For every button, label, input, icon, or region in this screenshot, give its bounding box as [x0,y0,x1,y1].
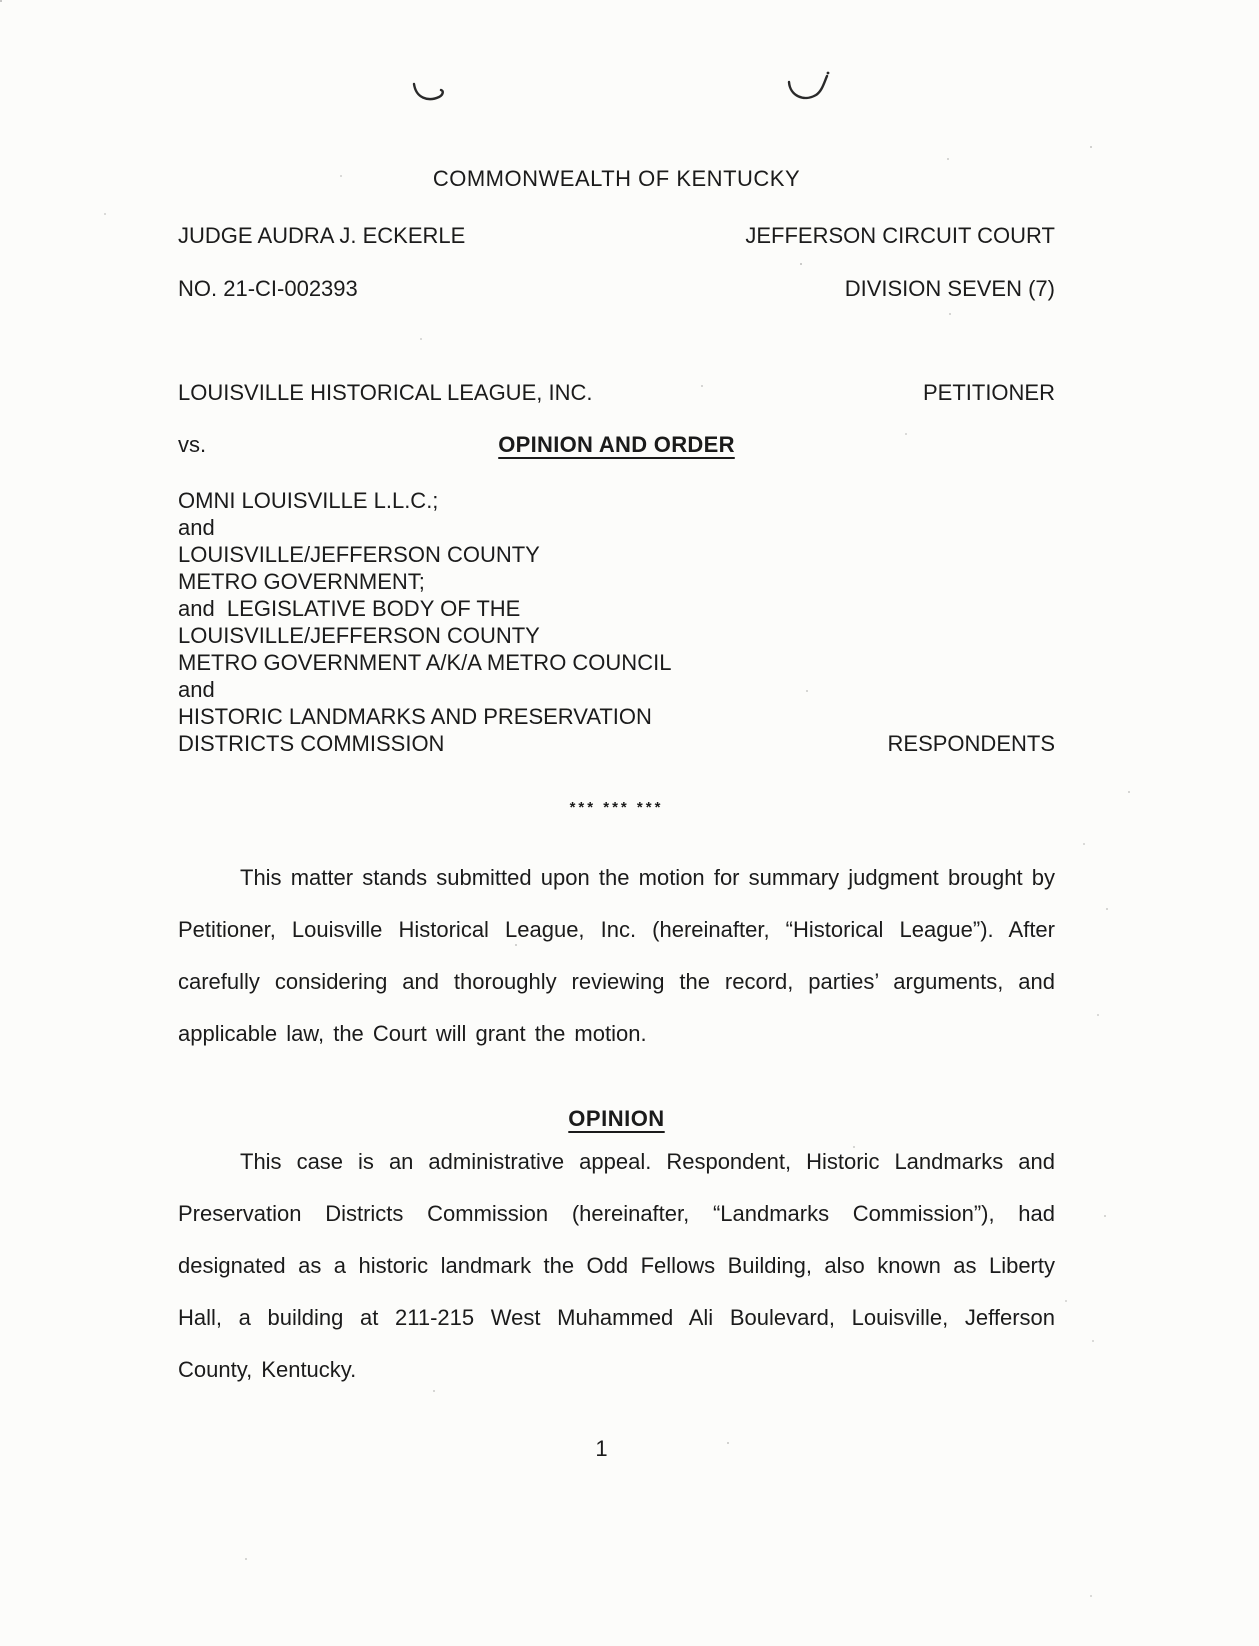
respondents-label: RESPONDENTS [887,731,1055,756]
respondent-line: METRO GOVERNMENT A/K/A METRO COUNCIL [178,650,672,675]
paragraph-2: This case is an administrative appeal. Respondent, Historic Landmarks and Preservation Districts Commission (hereinafter, “Landmarks Commission”), had designated as a historic landmark the Odd Fellows Building, also known as Liberty Hall, a building at 211-215 West Muhammed Ali Boulevard, Louisville, Jefferson County, Kentucky. [178,1149,1055,1382]
respondents-block [178,487,1055,757]
caption-row [178,276,1055,302]
case-number: NO. 21-CI-002393 [178,276,358,301]
order-title: OPINION AND ORDER [498,432,735,457]
respondent-line: LOUISVILLE/JEFFERSON COUNTY [178,623,540,648]
respondent-line: METRO GOVERNMENT; [178,569,425,594]
vs-label: vs. [178,432,207,457]
paragraph-1: This matter stands submitted upon the motion for summary judgment brought by Petitioner, Louisville Historical League, Inc. (hereinafter, “Historical League”). After carefully considering and thoroughly reviewing the record, parties’ arguments, and applicable law, the Court will grant the motion. [178,865,1055,1046]
opinion-heading: OPINION [568,1106,665,1131]
judge-name: JUDGE AUDRA J. ECKERLE [178,223,466,248]
caption-row [178,223,1055,249]
respondent-line: LOUISVILLE/JEFFERSON COUNTY [178,542,540,567]
vs-row [178,432,1055,462]
document-title: COMMONWEALTH OF KENTUCKY [432,166,801,191]
respondent-line: and LEGISLATIVE BODY OF THE [178,596,521,621]
court-name: JEFFERSON CIRCUIT COURT [745,223,1055,248]
page-number: 1 [595,1436,608,1461]
respondent-line: and [178,677,215,702]
petitioner-name: LOUISVILLE HISTORICAL LEAGUE, INC. [178,380,593,405]
petitioner-row [178,380,1055,406]
respondent-line: HISTORIC LANDMARKS AND PRESERVATION [178,704,652,729]
respondent-line: and [178,515,215,540]
respondent-last-row [178,730,1055,757]
division-label: DIVISION SEVEN (7) [844,276,1055,301]
petitioner-label: PETITIONER [922,380,1055,405]
respondent-line: OMNI LOUISVILLE L.L.C.; [178,488,439,513]
respondent-line: DISTRICTS COMMISSION [178,731,445,756]
asterisk-separator: *** *** *** [569,799,664,816]
